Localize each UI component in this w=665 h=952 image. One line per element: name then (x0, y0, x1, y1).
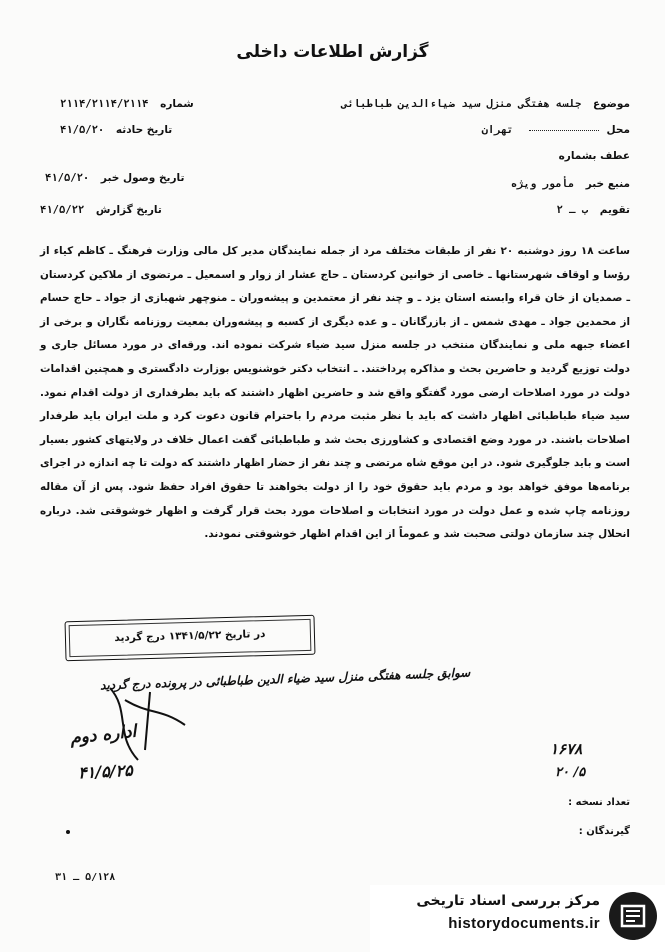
recipients-label: گیرندگان : (578, 826, 630, 837)
stamp-text: در تاریخ ۱۳۴۱/۵/۲۲ درج گردید (114, 628, 266, 644)
ref-label: عطف بشماره (558, 150, 630, 162)
report-date-value: ۴۱/۵/۲۲ (40, 204, 85, 216)
document-title: گزارش اطلاعات داخلی (236, 42, 429, 62)
watermark-url: historydocuments.ir (448, 915, 600, 932)
report-body: ساعت ۱۸ روز دوشنبه ۲۰ نفر از طبقات مختلف مرد از جمله نمایندگان مدیر کل مالی وزارت فرهنگ ـ کاظم کیاء از رؤسا و اوقاف شهرستانها ـ خاصی از خوانین کردستان ـ حاج عشار از زوار و اسمعیل ـ مرتضوی از ملاکین کردستان ـ صمدیان از خان قراء وابسته استان یزد ـ و چند نفر از معتمدین و پیشه‌وران ـ منوچهر شهبازی از جواد ـ حاج حسام از محمدین جواد ـ مهدی شمس ـ از بازرگانان ـ و عده دیگری از کسبه و پیشه‌وران بمعیت روزنامه نگاران و برخی از اعضاء جبهه ملی و نمایندگان منتخب در جلسه منزل سید ضیاء شرکت نموده اند. ورقه‌ای در مورد مسائل جاری و دولت توزیع گردید و حاضرین بحث و مذاکره پرداختند. ـ انتخاب دکتر خوشنویس بوزارت دادگستری و همچنین اقدامات دولت در مورد اصلاحات ارضی مورد گفتگو واقع شد و حاضرین اظهار داشتند که باید بطرفداری از دولت اقدام نمود. سید ضیاء طباطبائی اظهار داشت که باید با نظر مثبت مردم را باحترام قانون دعوت کرد و ملت ایران باید طرفدار اصلاحات باشند. در مورد وضع اقتصادی و کشاورزی بحث شد و طباطبائی گفت اعمال خلاف در ولایتهای کشور بسیار است و باید جلوگیری شود. در این موقع شاه مرتضی و چند نفر از حضار اظهار داشتند که دولت تا چه اندازه در اجرای برنامه‌ها موفق خواهد بود و مردم باید حقوق خود را از دولت بخواهند تا حقوق افراد حفظ شود. پس از آن مقاله روزنامه چاپ شده و عمل دولت در مورد انتخابات و اصلاحات مورد بحث قرار گرفت و اظهار خوشوقتی شد. درباره انحلال چند سازمان دولتی صحبت شد و عموماً از این اقدام اظهار خوشوقتی نمودند. (39, 245, 630, 541)
handwritten-note: سوابق جلسه هفتگی منزل سید ضیاء الدین طباطبائی در پرونده درج گردید (99, 665, 471, 693)
receipt-date-value: ۴۱/۵/۲۰ (45, 172, 90, 184)
bullet-dot (66, 830, 70, 834)
registration-stamp (65, 615, 316, 662)
location-field (482, 124, 630, 136)
incident-date-value: ۴۱/۵/۲۰ (60, 124, 105, 136)
archive-logo-icon (607, 890, 659, 942)
ref-field (559, 150, 630, 162)
subject-field (341, 98, 630, 110)
location-label: محل (606, 124, 630, 136)
handwritten-date-left: ۴۱/۵/۲۵ (77, 760, 134, 783)
number-label: شماره (160, 98, 194, 110)
handwritten-archive: اداره دوم (69, 721, 138, 749)
grade-value: ب ـ ۲ (556, 204, 589, 216)
source-label: منبع خبر (585, 178, 630, 190)
incident-date-label: تاریخ حادثه (115, 124, 173, 136)
source-value: مأمور ویژه (510, 178, 575, 190)
copies-label: تعداد نسخه : (568, 797, 630, 808)
receipt-date-label: تاریخ وصول خبر (100, 172, 185, 184)
source-field (511, 178, 630, 190)
signature-scribble (90, 680, 230, 770)
handwritten-code-right: ۱۶۷۸ (550, 740, 583, 758)
archive-watermark (370, 885, 665, 952)
report-date-field (40, 204, 162, 216)
subject-label: موضوع (593, 98, 630, 110)
number-field (60, 98, 194, 110)
grade-field (556, 204, 630, 216)
location-value: تهران (481, 124, 514, 136)
watermark-title: مرکز بررسی اسناد تاریخی (416, 893, 600, 909)
incident-date-field (60, 124, 172, 136)
location-rule (529, 130, 599, 131)
number-value: ۲۱۱۴/۲۱۱۴/۲۱۱۴ (60, 98, 149, 110)
report-date-label: تاریخ گزارش (95, 204, 162, 216)
handwritten-date-right: ۵/ ۲۰ (555, 765, 586, 780)
form-code: ۵/۱۲۸ ـ ۳۱ (55, 872, 116, 883)
receipt-date-field (45, 172, 184, 184)
grade-label: تقویم (599, 204, 630, 216)
subject-value: جلسه هفتگی منزل سید ضیاءالدین طباطبائی (341, 98, 582, 110)
